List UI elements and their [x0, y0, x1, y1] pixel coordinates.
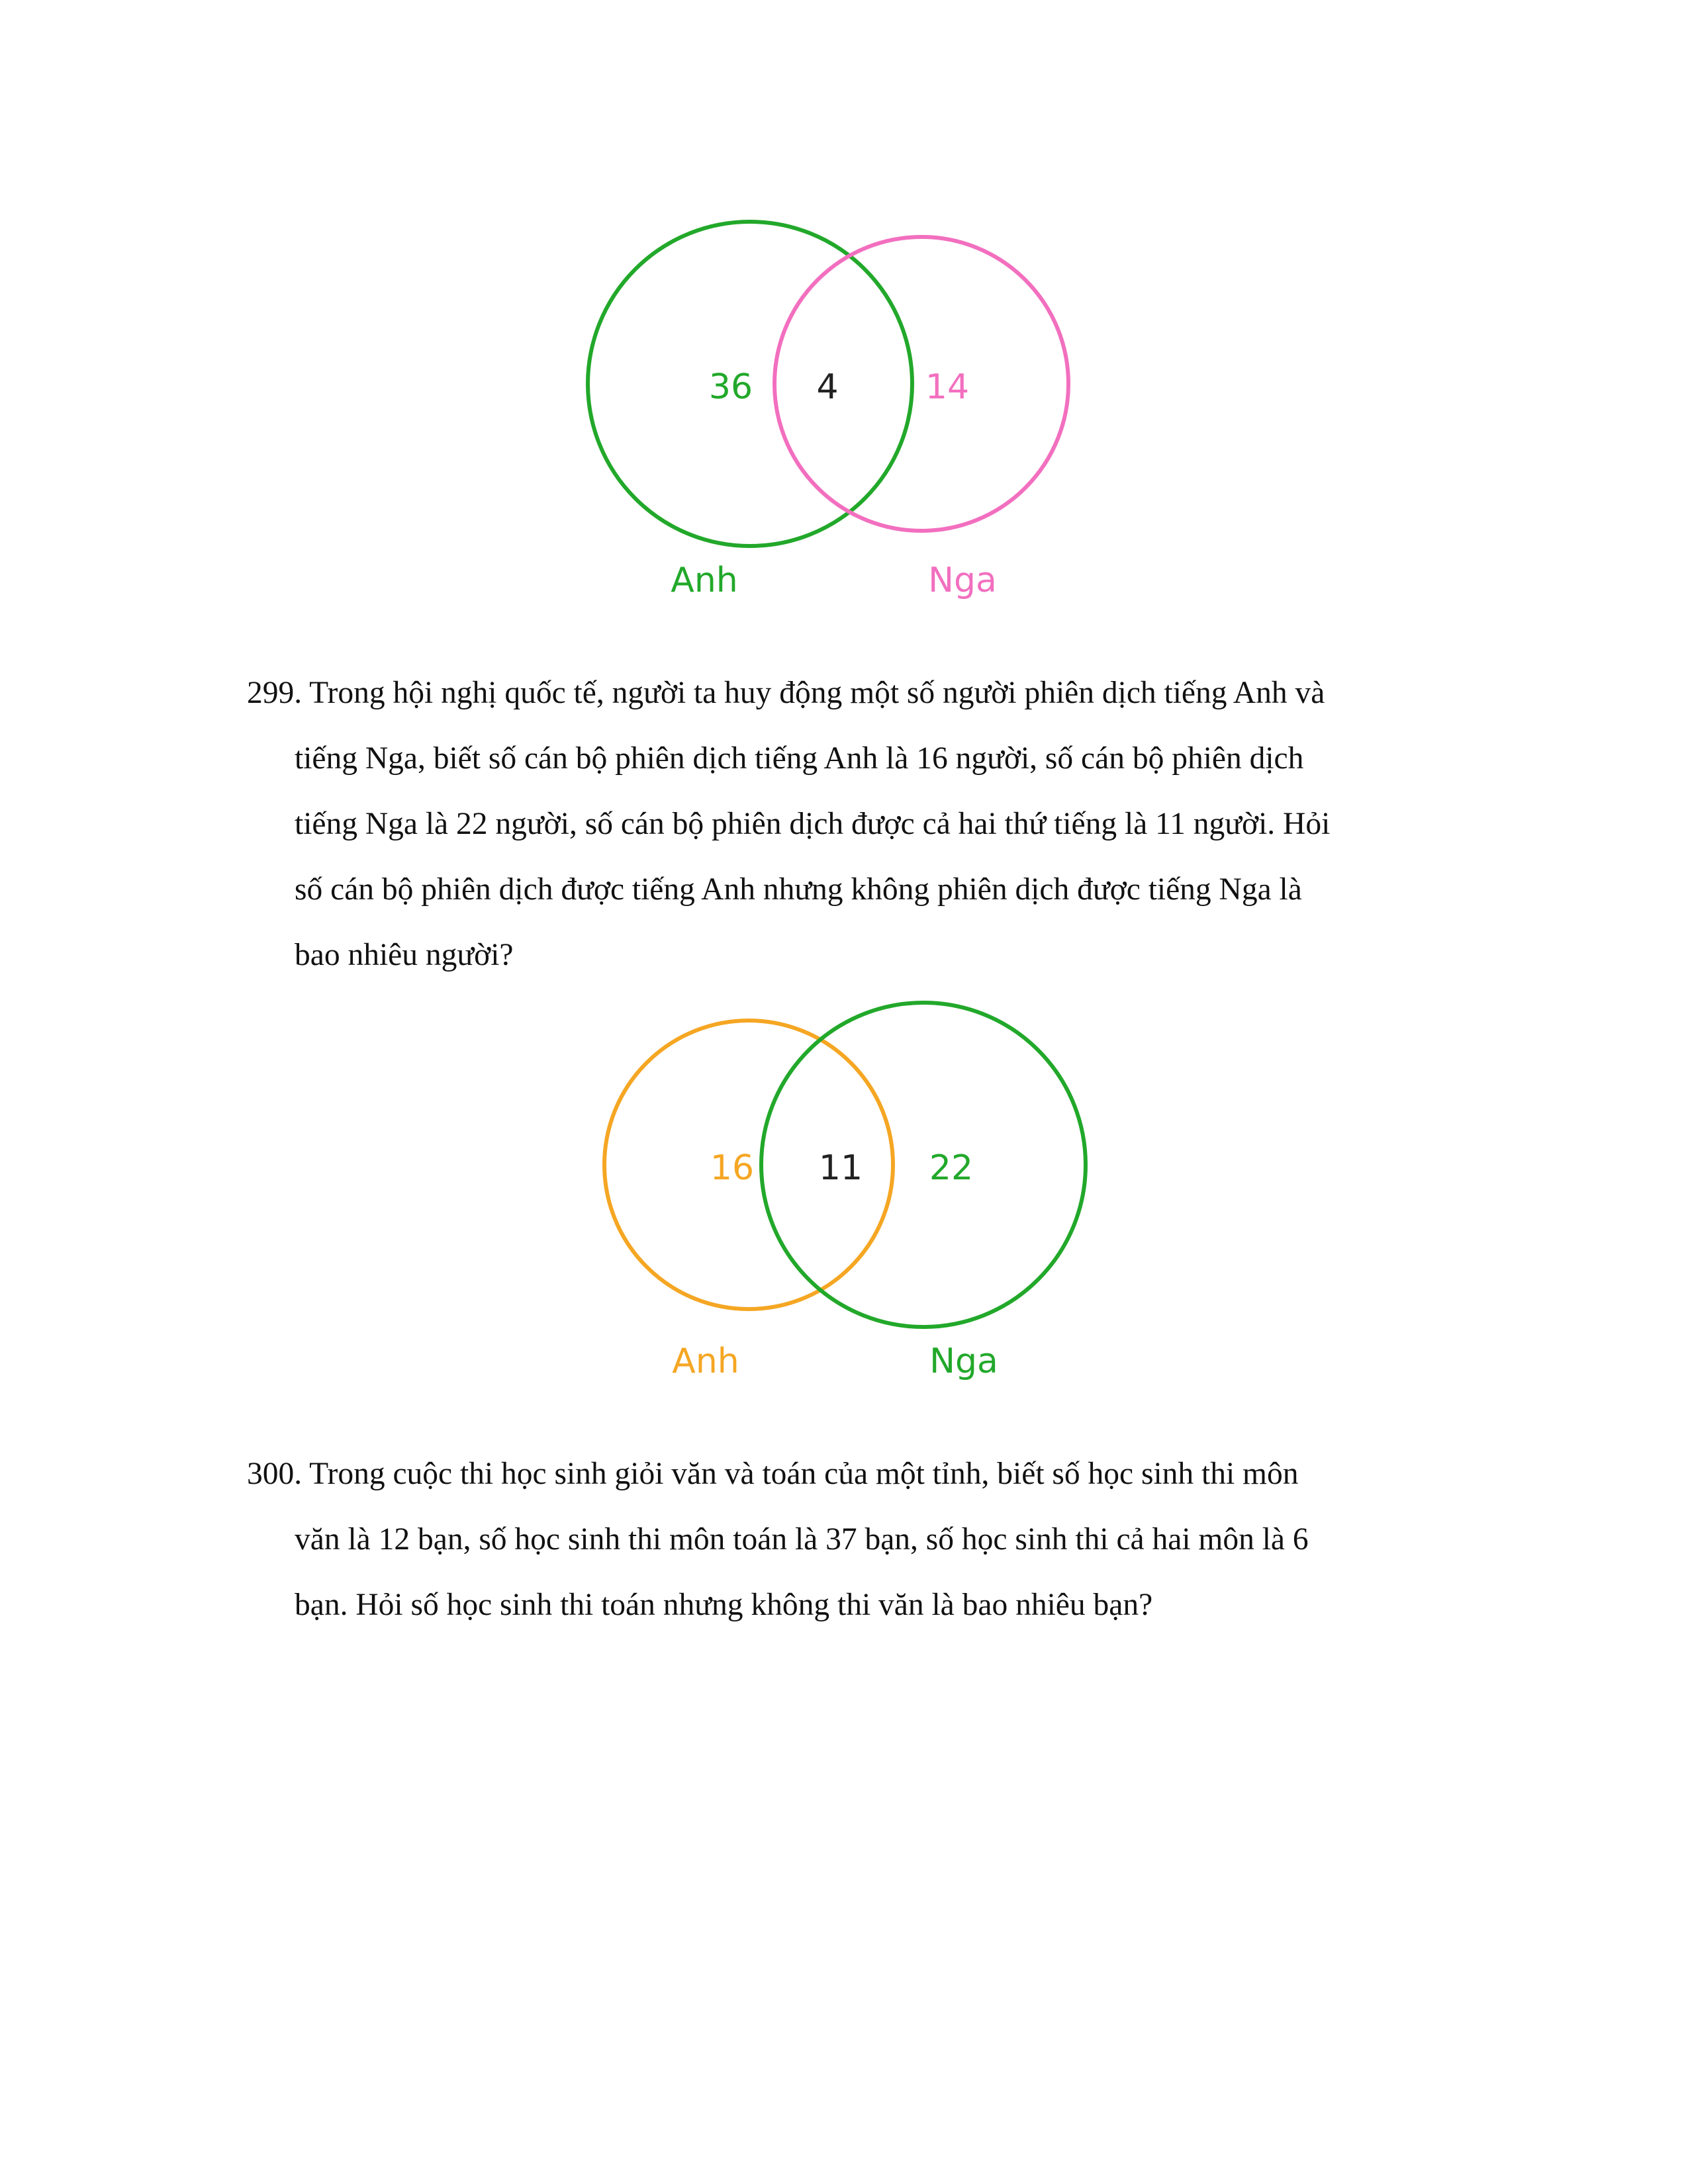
- venn-diagram-1: [0, 199, 1688, 622]
- venn-2-circle-nga: [761, 1003, 1086, 1327]
- problem-299-line-3: tiếng Nga là 22 người, số cán bộ phiên dịch được cả hai thứ tiếng là 11 người. Hỏi: [295, 807, 1331, 841]
- problem-299-line-5: bao nhiêu người?: [295, 938, 514, 972]
- problem-300-line-1: 300. Trong cuộc thi học sinh giỏi văn và toán của một tỉnh, biết số học sinh thi môn: [247, 1457, 1299, 1491]
- problem-299-line-1: 299. Trong hội nghị quốc tế, người ta huy động một số người phiên dịch tiếng Anh và: [247, 676, 1325, 710]
- venn-1-label-anh: Anh: [671, 561, 738, 600]
- venn-1-center-value: 4: [816, 367, 839, 407]
- venn-2-center-value: 11: [818, 1148, 863, 1188]
- problem-299-number: 299.: [247, 676, 303, 710]
- venn-2-left-value: 16: [710, 1148, 755, 1188]
- venn-1-right-value: 14: [925, 367, 970, 407]
- venn-2-label-anh: Anh: [672, 1342, 739, 1381]
- problem-300: [247, 1441, 1491, 1638]
- problem-300-line-2: văn là 12 bạn, số học sinh thi môn toán là 37 bạn, số học sinh thi cả hai môn là 6: [295, 1522, 1309, 1557]
- problem-299-line-2: tiếng Nga, biết số cán bộ phiên dịch tiếng Anh là 16 người, số cán bộ phiên dịch: [295, 741, 1304, 776]
- venn-1-label-nga: Nga: [928, 561, 997, 600]
- problem-300-number: 300.: [247, 1457, 303, 1491]
- venn-1-left-value: 36: [708, 367, 753, 407]
- venn-2-right-value: 22: [929, 1148, 974, 1188]
- venn-2-label-nga: Nga: [929, 1342, 998, 1381]
- venn-diagram-2: [0, 979, 1688, 1416]
- problem-299-line-4: số cán bộ phiên dịch được tiếng Anh nhưng không phiên dịch được tiếng Nga là: [295, 872, 1302, 907]
- problem-299: [247, 660, 1491, 988]
- problem-300-line-3: bạn. Hỏi số học sinh thi toán nhưng không thi văn là bao nhiêu bạn?: [295, 1588, 1153, 1622]
